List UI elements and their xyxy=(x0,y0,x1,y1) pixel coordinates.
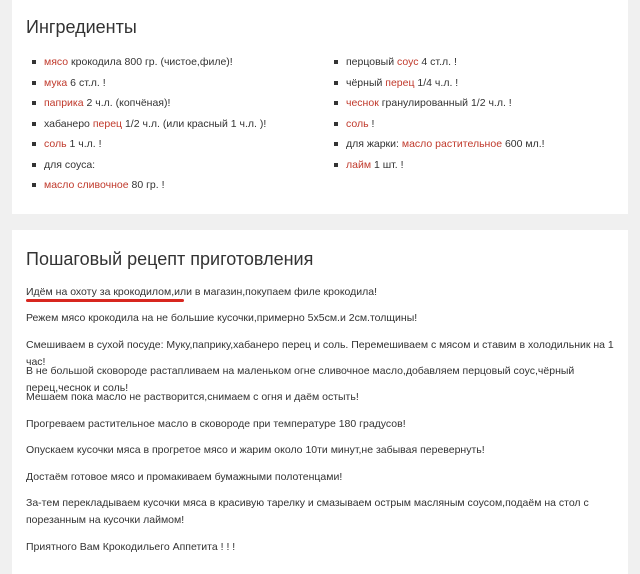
ingredient-link[interactable]: соль xyxy=(44,138,67,150)
ingredient-link[interactable]: лайм xyxy=(346,158,372,171)
recipe-step: Опускаем кусочки мяса в прогретое мясо и жарим около 10ти минут,не забывая перевернуть! xyxy=(26,444,485,456)
ingredient-link[interactable]: соус xyxy=(397,56,419,68)
recipe-step: В не большой сковороде растапливаем на маленьком огне сливочное масло,добавляем перцовый соус,чёрный перец,чеснок и соль! xyxy=(26,365,575,394)
ingredient-link[interactable]: перец xyxy=(92,117,123,130)
ingredients-card xyxy=(12,0,628,214)
ingredient-link[interactable]: паприка xyxy=(44,97,84,109)
recipe-step: Режем мясо крокодила на не большие кусочки,примерно 5х5см.и 2см.толщины! xyxy=(26,312,418,324)
ingredient-item: мясо крокодила 800 гр. (чистое,филе)! xyxy=(30,52,320,73)
red-underline-annotation xyxy=(26,299,184,302)
ingredient-item: мука 6 ст.л. ! xyxy=(30,73,320,94)
ingredient-link[interactable]: мясо xyxy=(44,56,69,68)
recipe-title: Пошаговый рецепт приготовления xyxy=(26,249,314,269)
ingredient-link[interactable]: мука xyxy=(44,76,68,89)
ingredients-title: Ингредиенты xyxy=(26,17,137,37)
ingredient-item: масло сливочное 80 гр. ! xyxy=(30,175,320,196)
recipe-step: За-тем перекладываем кусочки мяса в красивую тарелку и смазываем острым масляным соусом,подаём на стол с порезанным на кусочки лаймом! xyxy=(26,497,589,526)
recipe-step: Смешиваем в сухой посуде: Муку,паприку,хабанеро перец и соль. Перемешиваем с мясом и ставим в холодильник на 1 час! xyxy=(26,339,614,368)
ingredient-item: чёрный перец 1/4 ч.л. ! xyxy=(332,73,622,94)
ingredient-item: соль 1 ч.л. ! xyxy=(30,134,320,155)
recipe-step: Приятного Вам Крокодильего Аппетита ! ! ! xyxy=(26,541,236,553)
ingredient-link[interactable]: перец xyxy=(385,76,415,89)
recipe-step: Достаём готовое мясо и промакиваем бумажными полотенцами! xyxy=(26,471,343,483)
ingredient-item: хабанеро перец 1/2 ч.л. (или красный 1 ч.л. )! xyxy=(30,114,320,135)
recipe-card xyxy=(12,230,628,574)
recipe-step: Прогреваем растительное масло в сковороде при температуре 180 градусов! xyxy=(26,418,406,430)
ingredient-link[interactable]: чеснок xyxy=(346,97,379,109)
ingredient-item: для соуса: xyxy=(30,155,320,176)
ingredient-link[interactable]: соль xyxy=(346,117,369,130)
ingredients-right-list xyxy=(332,52,622,175)
ingredient-link[interactable]: масло сливочное xyxy=(44,179,129,191)
recipe-step: Мешаем пока масло не растворится,снимаем с огня и даём остыть! xyxy=(26,391,359,403)
ingredient-item: паприка 2 ч.л. (копчёная)! xyxy=(30,93,320,114)
ingredients-left-list xyxy=(30,52,320,196)
recipe-step: Идём на охоту за крокодилом,или в магазин,покупаем филе крокодила! xyxy=(26,286,378,298)
ingredient-item: перцовый соус 4 ст.л. ! xyxy=(332,52,622,73)
ingredient-item: для жарки: масло растительное 600 мл.! xyxy=(332,134,622,155)
ingredient-item: чеснок гранулированный 1/2 ч.л. ! xyxy=(332,93,622,114)
ingredient-item: соль ! xyxy=(332,114,622,135)
ingredient-item: лайм 1 шт. ! xyxy=(332,155,622,176)
ingredient-link[interactable]: масло растительное xyxy=(401,138,503,150)
